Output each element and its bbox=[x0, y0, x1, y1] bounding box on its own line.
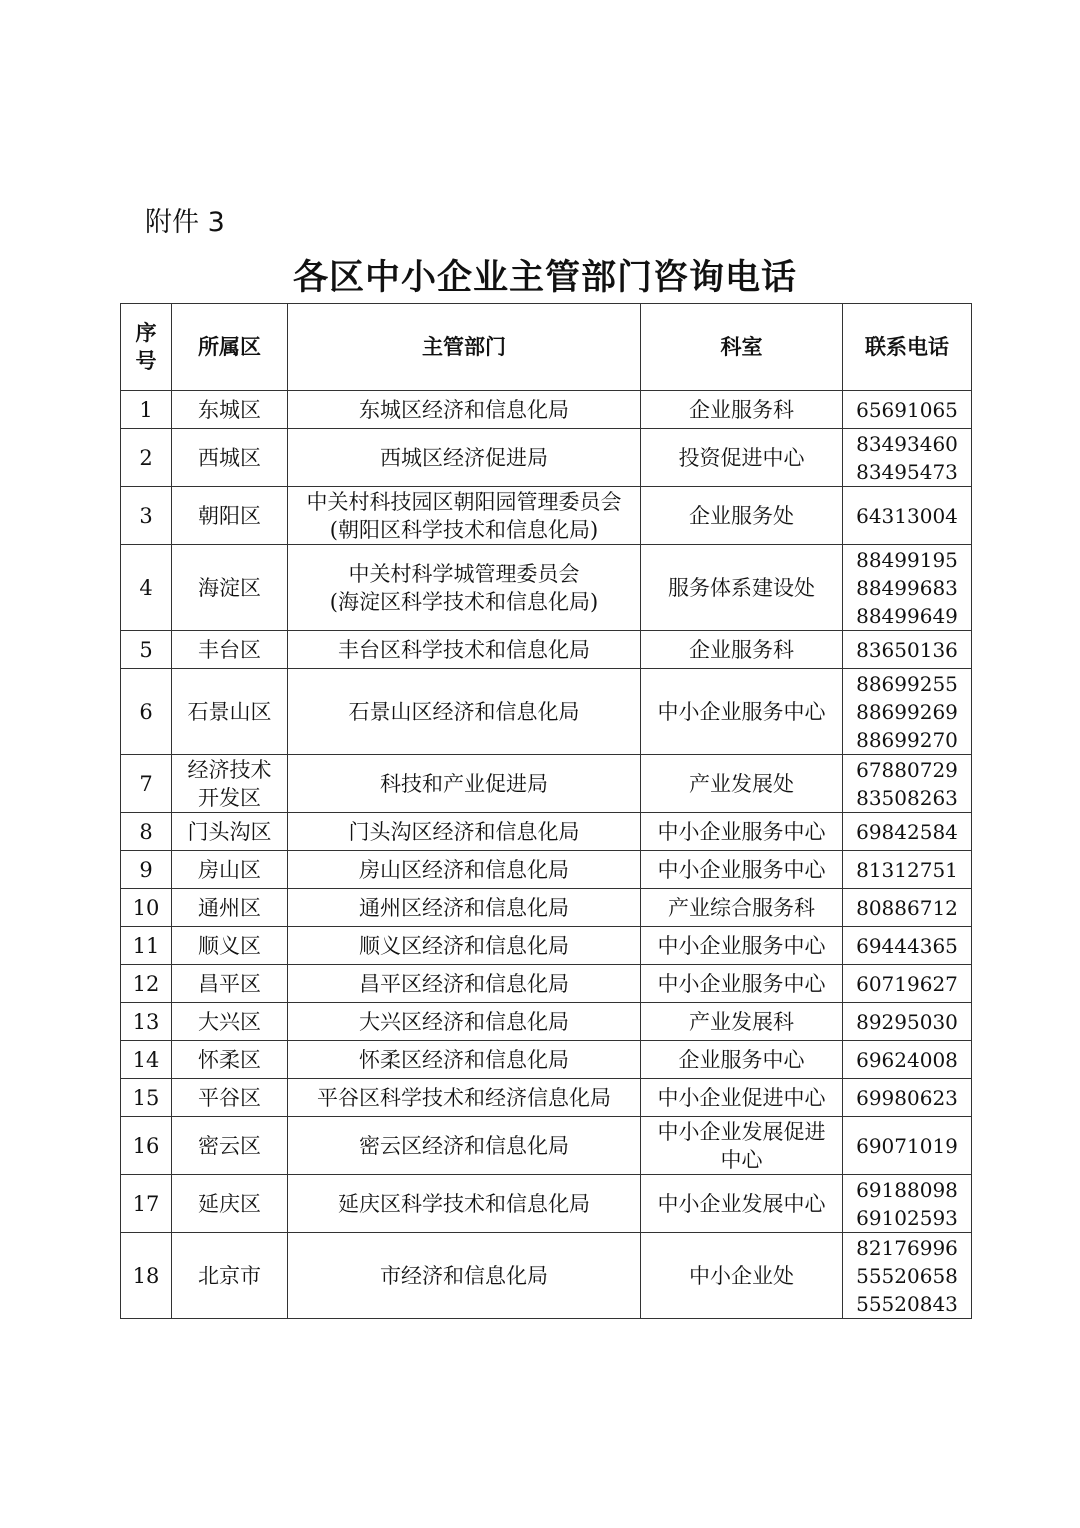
cell-phone bbox=[843, 669, 972, 755]
cell-department-line: 中关村科学城管理委员会 bbox=[348, 561, 580, 586]
cell-district bbox=[172, 631, 288, 669]
cell-department bbox=[288, 669, 641, 755]
cell-district bbox=[172, 813, 288, 851]
cell-district-line: 丰台区 bbox=[198, 637, 261, 662]
cell-department bbox=[288, 1041, 641, 1079]
cell-section-line: 投资促进中心 bbox=[678, 445, 805, 470]
cell-phone-line: 69980623 bbox=[856, 1085, 958, 1110]
cell-district-line: 房山区 bbox=[198, 857, 261, 882]
cell-phone-line: 83493460 bbox=[856, 431, 958, 456]
cell-department bbox=[288, 1079, 641, 1117]
cell-section-line: 中心 bbox=[720, 1147, 763, 1172]
cell-section-line: 企业服务科 bbox=[689, 637, 794, 662]
cell-district-line: 通州区 bbox=[198, 895, 261, 920]
cell-section-line: 中小企业服务中心 bbox=[657, 933, 826, 958]
table-row bbox=[121, 1175, 972, 1233]
cell-department bbox=[288, 1117, 641, 1175]
cell-phone bbox=[843, 545, 972, 631]
table-row bbox=[121, 965, 972, 1003]
cell-phone-line: 81312751 bbox=[856, 857, 958, 882]
cell-phone-line: 64313004 bbox=[856, 503, 958, 528]
cell-department-line: 大兴区经济和信息化局 bbox=[359, 1009, 569, 1034]
cell-phone-line: 89295030 bbox=[856, 1009, 958, 1034]
cell-department-line: (海淀区科学技术和信息化局) bbox=[329, 589, 599, 614]
cell-phone bbox=[843, 1003, 972, 1041]
cell-department bbox=[288, 1003, 641, 1041]
cell-phone-line: 69071019 bbox=[856, 1133, 958, 1158]
cell-phone bbox=[843, 889, 972, 927]
cell-department bbox=[288, 545, 641, 631]
header-phone: 联系电话 bbox=[843, 304, 972, 391]
cell-section bbox=[641, 889, 843, 927]
cell-department bbox=[288, 631, 641, 669]
cell-department-line: 门头沟区经济和信息化局 bbox=[348, 819, 580, 844]
cell-section bbox=[641, 1175, 843, 1233]
header-no-line: 序 bbox=[135, 321, 157, 345]
cell-section-line: 企业服务中心 bbox=[678, 1047, 805, 1072]
cell-department-line: 房山区经济和信息化局 bbox=[359, 857, 569, 882]
cell-department bbox=[288, 755, 641, 813]
cell-section bbox=[641, 755, 843, 813]
cell-department bbox=[288, 813, 641, 851]
cell-section bbox=[641, 545, 843, 631]
cell-district bbox=[172, 1041, 288, 1079]
cell-phone-line: 55520658 bbox=[856, 1263, 958, 1288]
table-row bbox=[121, 429, 972, 487]
cell-phone-line: 83495473 bbox=[856, 459, 958, 484]
cell-phone-line: 83650136 bbox=[856, 637, 958, 662]
table-header-row bbox=[121, 304, 972, 391]
cell-department bbox=[288, 1233, 641, 1319]
cell-district bbox=[172, 755, 288, 813]
cell-phone-line: 88499683 bbox=[856, 575, 958, 600]
cell-section-line: 服务体系建设处 bbox=[668, 575, 815, 600]
cell-phone-line: 69624008 bbox=[856, 1047, 958, 1072]
cell-department bbox=[288, 927, 641, 965]
cell-district bbox=[172, 487, 288, 545]
cell-phone bbox=[843, 965, 972, 1003]
cell-department-line: 丰台区科学技术和信息化局 bbox=[338, 637, 590, 662]
table-row bbox=[121, 755, 972, 813]
header-district: 所属区 bbox=[172, 304, 288, 391]
cell-phone bbox=[843, 1041, 972, 1079]
cell-phone-line: 69842584 bbox=[856, 819, 958, 844]
cell-section bbox=[641, 1079, 843, 1117]
cell-section bbox=[641, 927, 843, 965]
cell-phone-line: 55520843 bbox=[856, 1291, 958, 1316]
cell-phone-line: 67880729 bbox=[856, 757, 958, 782]
cell-district-line: 大兴区 bbox=[198, 1009, 261, 1034]
cell-section-line: 中小企业发展促进 bbox=[657, 1119, 826, 1144]
cell-district bbox=[172, 927, 288, 965]
cell-phone bbox=[843, 487, 972, 545]
cell-section bbox=[641, 1041, 843, 1079]
contact-table bbox=[120, 303, 972, 1319]
cell-no: 7 bbox=[121, 755, 172, 813]
cell-section-line: 中小企业促进中心 bbox=[657, 1085, 826, 1110]
cell-phone-line: 69188098 bbox=[856, 1177, 958, 1202]
cell-no: 13 bbox=[121, 1003, 172, 1041]
page-title: 各区中小企业主管部门咨询电话 bbox=[292, 257, 797, 298]
cell-department-line: 中关村科技园区朝阳园管理委员会 bbox=[306, 489, 622, 514]
table-row bbox=[121, 851, 972, 889]
cell-district bbox=[172, 669, 288, 755]
cell-section bbox=[641, 1003, 843, 1041]
cell-department bbox=[288, 391, 641, 429]
cell-phone bbox=[843, 851, 972, 889]
cell-no: 2 bbox=[121, 429, 172, 487]
cell-department bbox=[288, 487, 641, 545]
cell-district bbox=[172, 889, 288, 927]
cell-section-line: 中小企业服务中心 bbox=[657, 971, 826, 996]
cell-section bbox=[641, 487, 843, 545]
cell-district-line: 门头沟区 bbox=[187, 819, 272, 844]
cell-phone-line: 88699255 bbox=[856, 671, 958, 696]
cell-no: 14 bbox=[121, 1041, 172, 1079]
cell-phone-line: 88699269 bbox=[856, 699, 958, 724]
header-section: 科室 bbox=[641, 304, 843, 391]
cell-department-line: 顺义区经济和信息化局 bbox=[359, 933, 569, 958]
cell-department bbox=[288, 1175, 641, 1233]
cell-no: 10 bbox=[121, 889, 172, 927]
cell-section bbox=[641, 669, 843, 755]
cell-no: 16 bbox=[121, 1117, 172, 1175]
cell-district-line: 朝阳区 bbox=[198, 503, 261, 528]
table-row bbox=[121, 669, 972, 755]
cell-no: 6 bbox=[121, 669, 172, 755]
cell-district bbox=[172, 851, 288, 889]
cell-phone-line: 82176996 bbox=[856, 1235, 958, 1260]
cell-department bbox=[288, 889, 641, 927]
cell-phone bbox=[843, 813, 972, 851]
cell-phone-line: 88499649 bbox=[856, 603, 958, 628]
cell-department-line: 市经济和信息化局 bbox=[380, 1263, 548, 1288]
cell-district bbox=[172, 1175, 288, 1233]
cell-district-line: 昌平区 bbox=[198, 971, 261, 996]
cell-district-line: 东城区 bbox=[198, 397, 261, 422]
cell-no: 15 bbox=[121, 1079, 172, 1117]
table-row bbox=[121, 631, 972, 669]
cell-section-line: 产业发展处 bbox=[689, 771, 794, 796]
cell-no: 17 bbox=[121, 1175, 172, 1233]
cell-phone bbox=[843, 1233, 972, 1319]
cell-phone bbox=[843, 755, 972, 813]
cell-phone-line: 65691065 bbox=[856, 397, 958, 422]
cell-department-line: 平谷区科学技术和经济信息化局 bbox=[317, 1085, 611, 1110]
cell-phone bbox=[843, 1175, 972, 1233]
cell-section-line: 产业综合服务科 bbox=[668, 895, 815, 920]
cell-department-line: 西城区经济促进局 bbox=[380, 445, 548, 470]
cell-no: 5 bbox=[121, 631, 172, 669]
table-row bbox=[121, 927, 972, 965]
cell-department bbox=[288, 965, 641, 1003]
cell-district-line: 经济技术 bbox=[187, 757, 272, 782]
cell-section bbox=[641, 965, 843, 1003]
cell-department-line: 石景山区经济和信息化局 bbox=[348, 699, 580, 724]
cell-no: 18 bbox=[121, 1233, 172, 1319]
cell-district bbox=[172, 1079, 288, 1117]
header-no bbox=[121, 304, 172, 391]
cell-section-line: 中小企业服务中心 bbox=[657, 857, 826, 882]
cell-phone-line: 80886712 bbox=[856, 895, 958, 920]
cell-phone-line: 83508263 bbox=[856, 785, 958, 810]
cell-department bbox=[288, 851, 641, 889]
header-department: 主管部门 bbox=[288, 304, 641, 391]
cell-district bbox=[172, 1117, 288, 1175]
table-row bbox=[121, 1079, 972, 1117]
cell-section bbox=[641, 1233, 843, 1319]
cell-phone-line: 88699270 bbox=[856, 727, 958, 752]
cell-section bbox=[641, 813, 843, 851]
table-body bbox=[121, 391, 972, 1319]
table-row bbox=[121, 487, 972, 545]
cell-section bbox=[641, 851, 843, 889]
cell-section-line: 产业发展科 bbox=[689, 1009, 794, 1034]
cell-district bbox=[172, 1003, 288, 1041]
table-row bbox=[121, 1117, 972, 1175]
cell-district-line: 海淀区 bbox=[198, 575, 261, 600]
cell-no: 3 bbox=[121, 487, 172, 545]
cell-no: 8 bbox=[121, 813, 172, 851]
cell-phone bbox=[843, 391, 972, 429]
cell-phone-line: 88499195 bbox=[856, 547, 958, 572]
cell-section-line: 中小企业服务中心 bbox=[657, 699, 826, 724]
cell-section bbox=[641, 429, 843, 487]
cell-no: 4 bbox=[121, 545, 172, 631]
cell-district-line: 延庆区 bbox=[198, 1191, 261, 1216]
cell-district-line: 平谷区 bbox=[198, 1085, 261, 1110]
cell-department-line: 科技和产业促进局 bbox=[380, 771, 548, 796]
cell-district-line: 北京市 bbox=[198, 1263, 261, 1288]
cell-section-line: 中小企业发展中心 bbox=[657, 1191, 826, 1216]
cell-district bbox=[172, 391, 288, 429]
cell-phone-line: 69444365 bbox=[856, 933, 958, 958]
table-row bbox=[121, 545, 972, 631]
table-row bbox=[121, 813, 972, 851]
table-row bbox=[121, 889, 972, 927]
cell-district bbox=[172, 965, 288, 1003]
cell-phone-line: 69102593 bbox=[856, 1205, 958, 1230]
cell-phone bbox=[843, 631, 972, 669]
cell-district-line: 西城区 bbox=[198, 445, 261, 470]
cell-phone bbox=[843, 927, 972, 965]
cell-section-line: 中小企业服务中心 bbox=[657, 819, 826, 844]
cell-district-line: 密云区 bbox=[198, 1133, 261, 1158]
cell-section bbox=[641, 1117, 843, 1175]
cell-phone bbox=[843, 1079, 972, 1117]
cell-district-line: 开发区 bbox=[198, 785, 261, 810]
table-row bbox=[121, 391, 972, 429]
cell-no: 11 bbox=[121, 927, 172, 965]
table-row bbox=[121, 1003, 972, 1041]
cell-no: 9 bbox=[121, 851, 172, 889]
cell-section bbox=[641, 631, 843, 669]
cell-department-line: 通州区经济和信息化局 bbox=[359, 895, 569, 920]
header-no-line: 号 bbox=[135, 349, 157, 373]
annex-label: 附件 3 bbox=[145, 207, 225, 238]
cell-phone bbox=[843, 429, 972, 487]
cell-district bbox=[172, 545, 288, 631]
cell-section-line: 企业服务科 bbox=[689, 397, 794, 422]
cell-section bbox=[641, 391, 843, 429]
cell-section-line: 企业服务处 bbox=[689, 503, 794, 528]
cell-district bbox=[172, 429, 288, 487]
cell-phone bbox=[843, 1117, 972, 1175]
cell-section-line: 中小企业处 bbox=[689, 1263, 794, 1288]
cell-no: 1 bbox=[121, 391, 172, 429]
cell-department-line: 昌平区经济和信息化局 bbox=[359, 971, 569, 996]
cell-district-line: 石景山区 bbox=[187, 699, 272, 724]
cell-department-line: 延庆区科学技术和信息化局 bbox=[338, 1191, 590, 1216]
table-row bbox=[121, 1233, 972, 1319]
cell-department bbox=[288, 429, 641, 487]
cell-district-line: 怀柔区 bbox=[198, 1047, 261, 1072]
cell-district-line: 顺义区 bbox=[198, 933, 261, 958]
cell-department-line: 怀柔区经济和信息化局 bbox=[359, 1047, 569, 1072]
cell-district bbox=[172, 1233, 288, 1319]
cell-department-line: 东城区经济和信息化局 bbox=[359, 397, 569, 422]
table-row bbox=[121, 1041, 972, 1079]
cell-phone-line: 60719627 bbox=[856, 971, 958, 996]
cell-no: 12 bbox=[121, 965, 172, 1003]
cell-department-line: (朝阳区科学技术和信息化局) bbox=[329, 517, 599, 542]
cell-department-line: 密云区经济和信息化局 bbox=[359, 1133, 569, 1158]
